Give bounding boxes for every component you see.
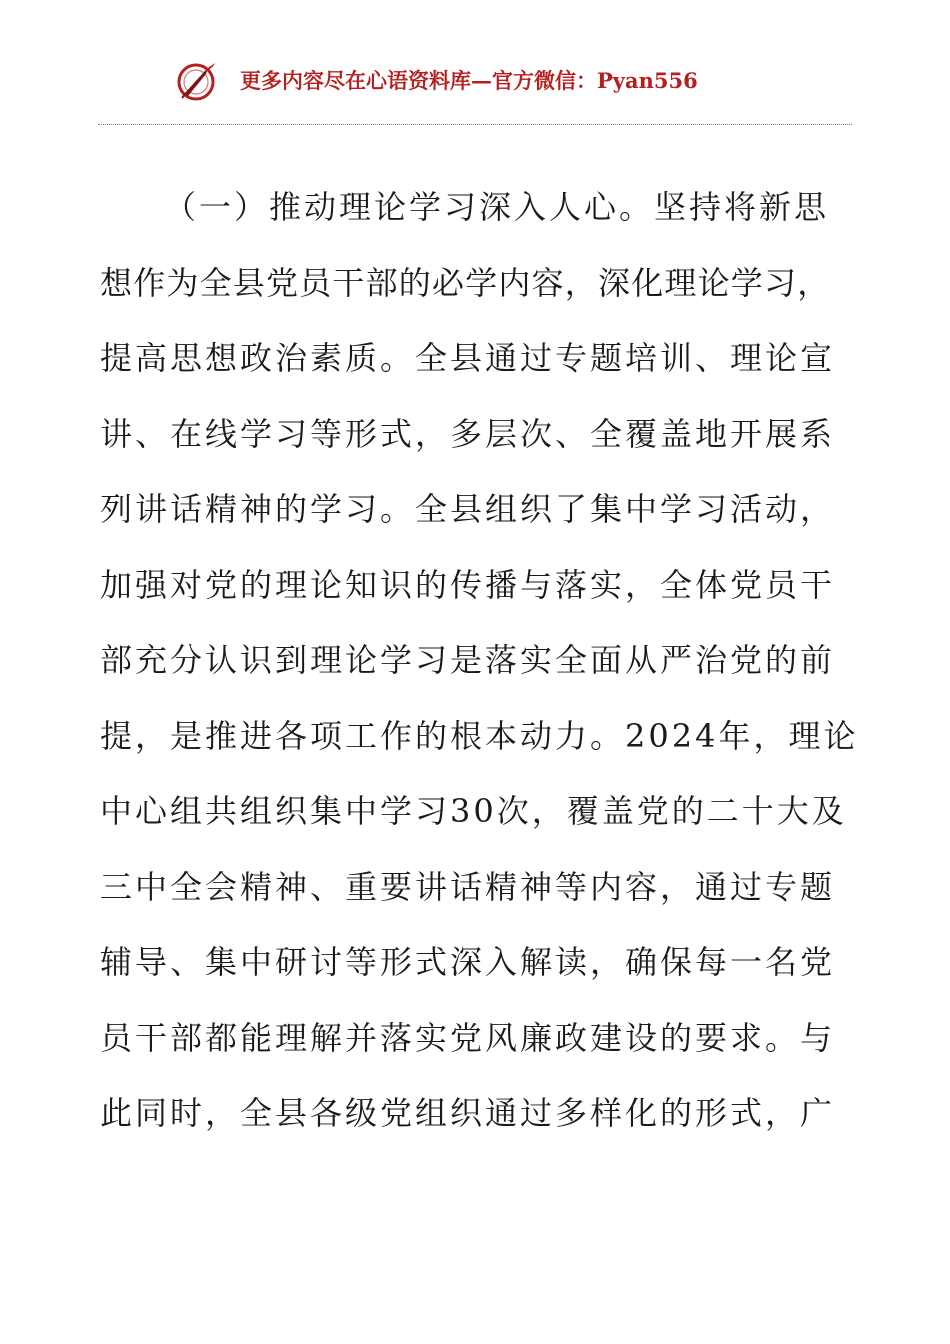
body-line: 想作为全县党员干部的必学内容，深化理论学习，	[100, 263, 831, 302]
document-body	[100, 170, 860, 1152]
body-line: 辅导、集中研讨等形式深入解读，确保每一名党	[100, 943, 836, 981]
body-line: 列讲话精神的学习。全县组织了集中学习活动，	[100, 490, 836, 528]
body-line: 加强对党的理论知识的传播与落实，全体党员干	[100, 565, 836, 604]
header-dash: —	[471, 68, 492, 93]
page-header	[0, 58, 950, 110]
body-line: 部充分认识到理论学习是落实全面从严治党的前	[100, 641, 836, 679]
body-line: 提，是推进各项工作的根本动力。2024年，理论	[100, 716, 859, 755]
header-divider	[98, 124, 852, 125]
body-line: 中心组共组织集中学习30次，覆盖党的二十大及	[100, 792, 847, 830]
header-wechat: 官方微信：Pyan556	[492, 68, 698, 93]
body-line: （一）推动理论学习深入人心。坚持将新思	[164, 188, 830, 226]
header-lead: 更多内容尽在心语资料库	[240, 68, 471, 93]
header-watermark-text	[240, 66, 698, 96]
body-line: 员干部都能理解并落实党风廉政建设的要求。与	[100, 1018, 836, 1057]
quill-pen-logo-icon	[174, 60, 218, 104]
body-line: 讲、在线学习等形式，多层次、全覆盖地开展系	[100, 414, 836, 453]
body-line: 提高思想政治素质。全县通过专题培训、理论宣	[100, 339, 836, 377]
body-line: 此同时，全县各级党组织通过多样化的形式，广	[100, 1094, 836, 1132]
body-line: 三中全会精神、重要讲话精神等内容，通过专题	[100, 867, 836, 906]
